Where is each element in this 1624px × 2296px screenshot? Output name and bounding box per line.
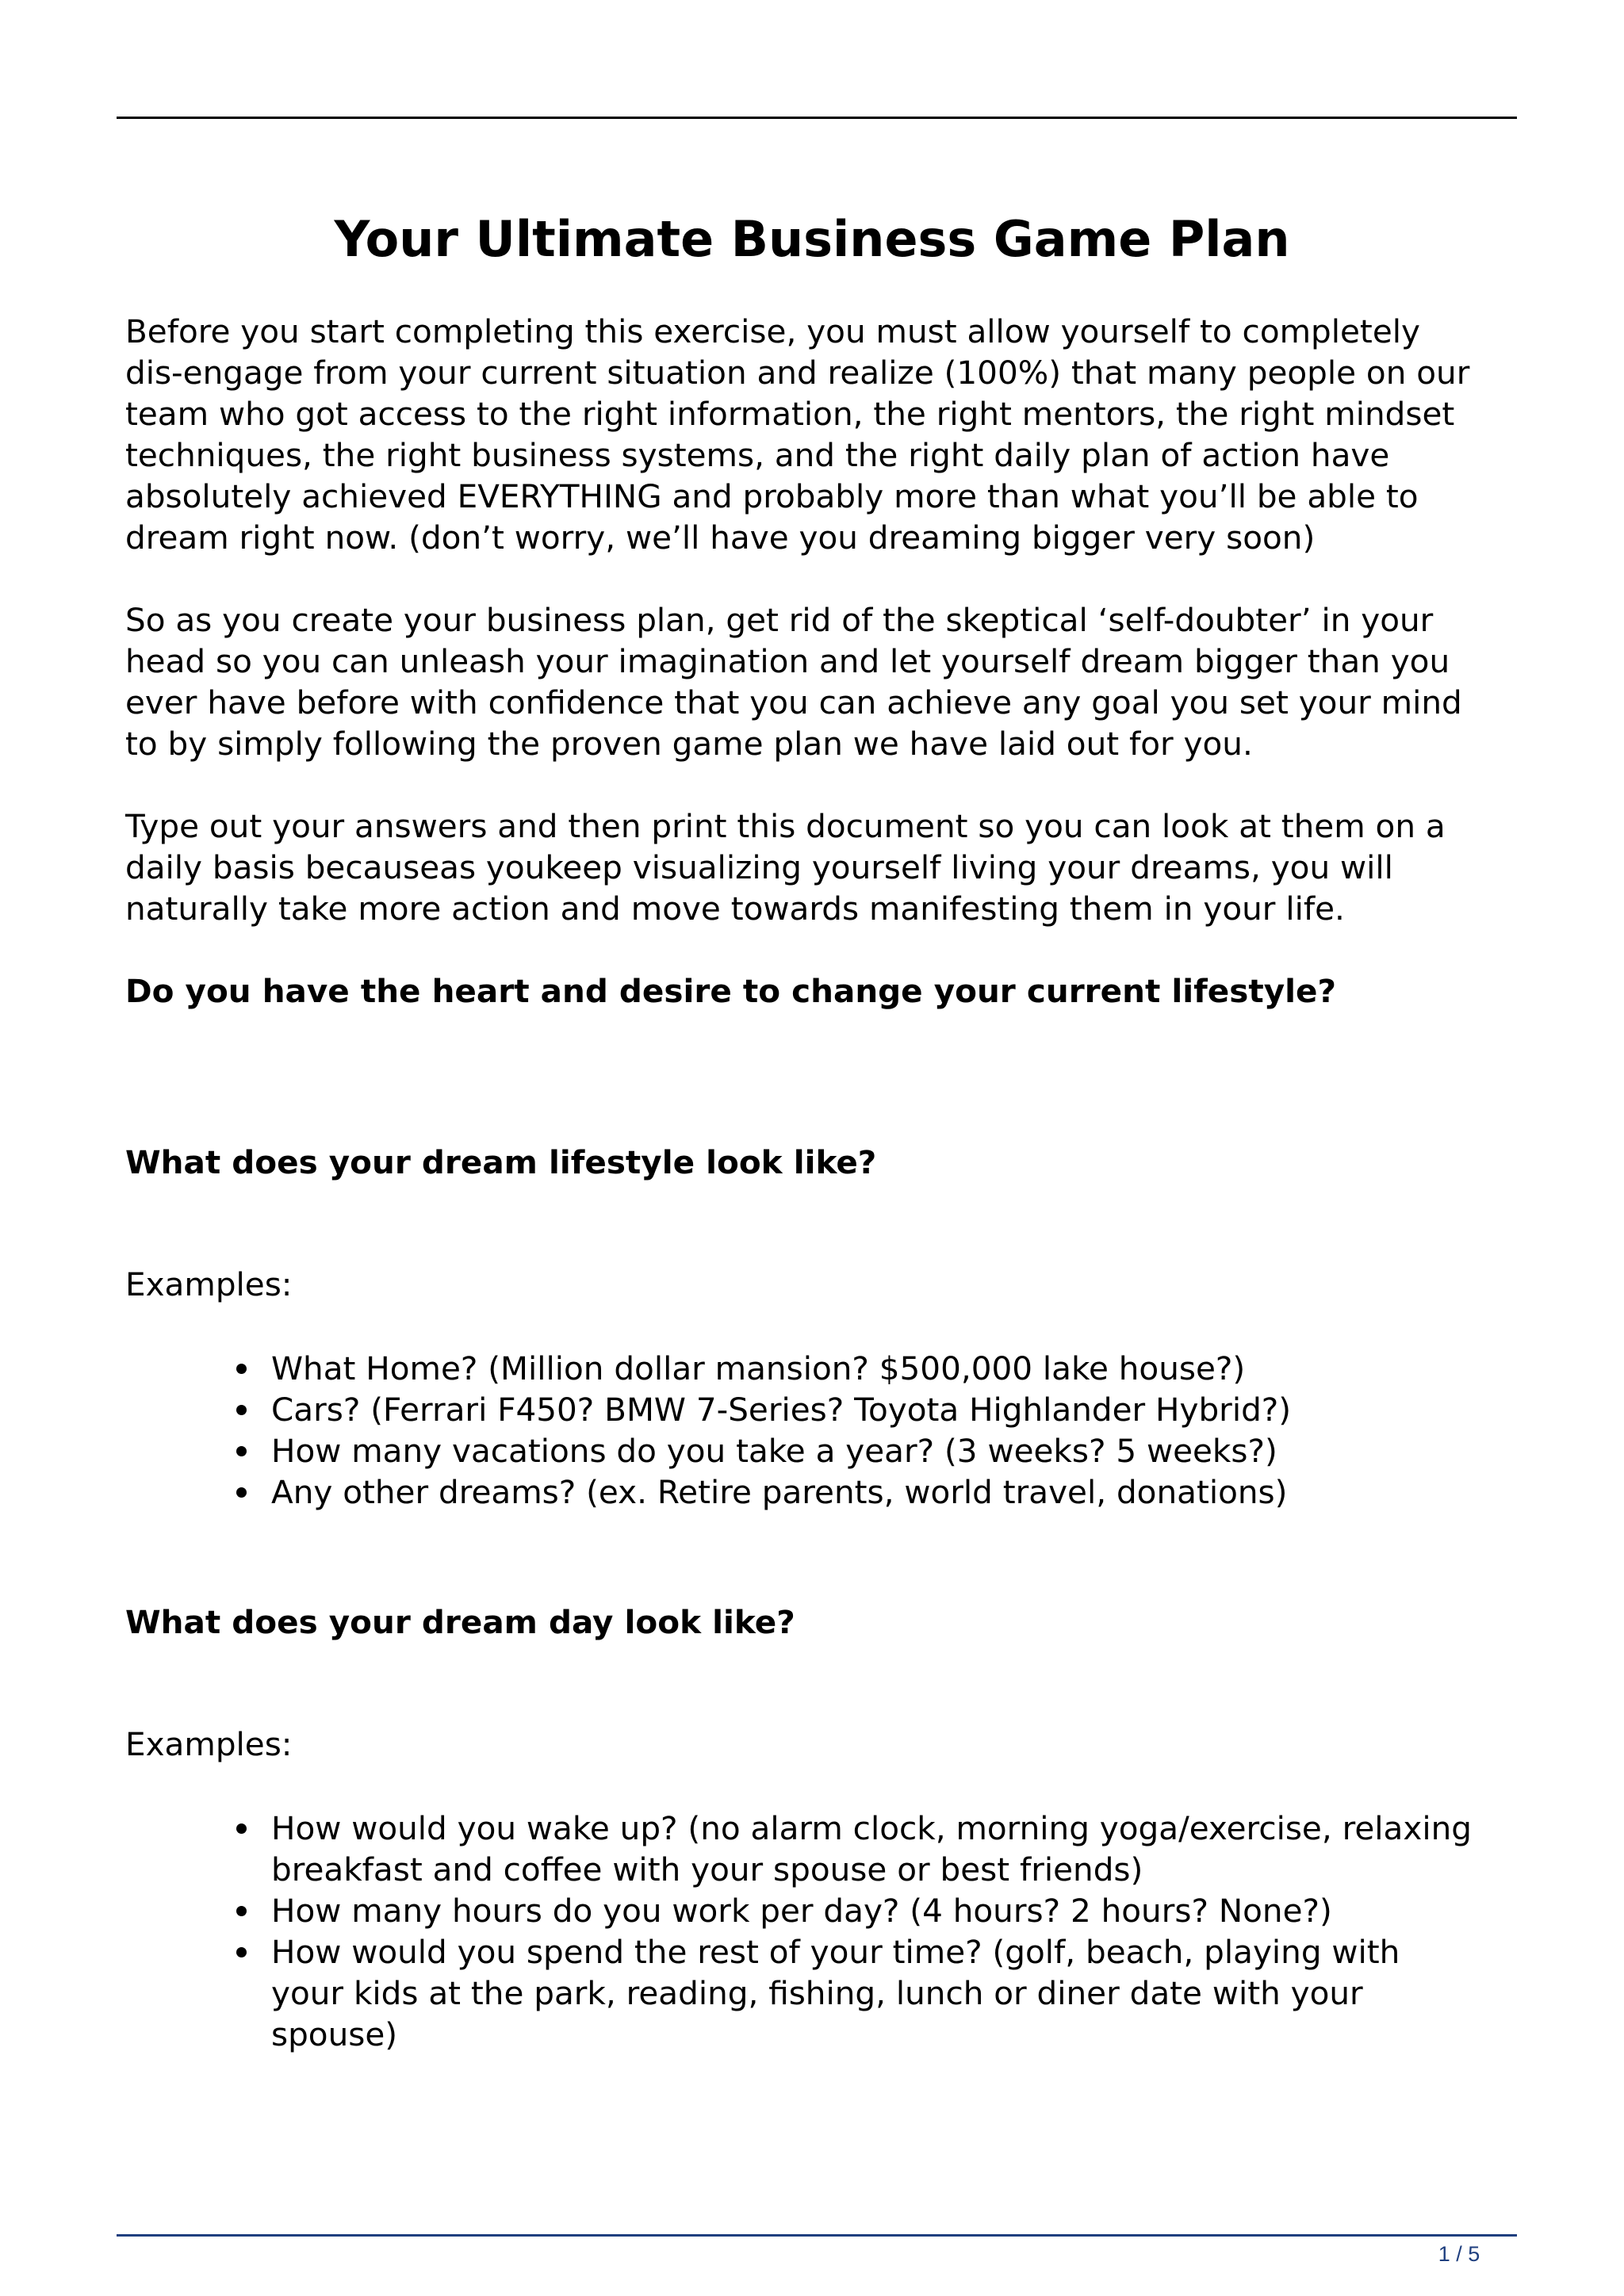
paragraph-line: techniques, the right business systems, and the right daily plan of action have — [125, 436, 1390, 474]
list-item — [230, 1931, 1472, 2055]
examples-label: Examples: — [125, 1725, 293, 1763]
bullet-icon — [236, 1364, 247, 1374]
bullet-icon — [236, 1823, 247, 1834]
paragraph-line: ever have before with confidence that you can achieve any goal you set your mind — [125, 683, 1462, 721]
paragraph-line: So as you create your business plan, get rid of the skeptical ‘self-doubter’ in your — [125, 601, 1434, 639]
bullet-icon — [236, 1405, 247, 1415]
list-item — [230, 1389, 1291, 1430]
header-divider — [117, 117, 1517, 119]
paragraph-line: head so you can unleash your imagination and let yourself dream bigger than you — [125, 642, 1450, 680]
list-item-text: How many vacations do you take a year? (3 weeks? 5 weeks?) — [271, 1432, 1277, 1470]
intro-paragraph-2 — [125, 599, 1521, 764]
question-heart-desire: Do you have the heart and desire to change your current lifestyle? — [125, 972, 1336, 1010]
paragraph-line: to by simply following the proven game plan we have laid out for you. — [125, 725, 1253, 763]
list-item — [230, 1471, 1291, 1513]
bullet-icon — [236, 1906, 247, 1916]
list-item — [230, 1348, 1291, 1389]
list-item-text: What Home? (Million dollar mansion? $500,000 lake house?) — [271, 1349, 1246, 1387]
paragraph-line: team who got access to the right information, the right mentors, the right mindset — [125, 395, 1455, 433]
examples-label: Examples: — [125, 1265, 293, 1303]
bullet-icon — [236, 1446, 247, 1456]
intro-paragraph-3 — [125, 806, 1521, 929]
list-item-text: Cars? (Ferrari F450? BMW 7-Series? Toyota Highlander Hybrid?) — [271, 1391, 1292, 1429]
paragraph-line: Type out your answers and then print this document so you can look at them on a — [125, 807, 1446, 845]
bullet-icon — [236, 1487, 247, 1498]
intro-paragraph-1 — [125, 311, 1521, 558]
lifestyle-examples-list — [230, 1348, 1291, 1513]
question-dream-day: What does your dream day look like? — [125, 1603, 795, 1641]
paragraph-line: Before you start completing this exercise, you must allow yourself to completely — [125, 312, 1420, 350]
page-number: 1 / 5 — [1438, 2242, 1480, 2266]
list-item — [230, 1808, 1472, 1890]
list-item-text: How many hours do you work per day? (4 hours? 2 hours? None?) — [271, 1892, 1332, 1930]
list-item-text: breakfast and coffee with your spouse or best friends) — [271, 1850, 1143, 1888]
list-item — [230, 1890, 1472, 1931]
list-item-text: your kids at the park, reading, fishing, lunch or diner date with your — [271, 1974, 1363, 2012]
question-dream-lifestyle: What does your dream lifestyle look like? — [125, 1143, 877, 1181]
paragraph-line: dis-engage from your current situation and realize (100%) that many people on our — [125, 354, 1470, 392]
list-item-text: How would you wake up? (no alarm clock, morning yoga/exercise, relaxing — [271, 1809, 1472, 1847]
day-examples-list — [230, 1808, 1472, 2055]
list-item-text: Any other dreams? (ex. Retire parents, world travel, donations) — [271, 1473, 1288, 1511]
paragraph-line: naturally take more action and move towards manifesting them in your life. — [125, 890, 1345, 928]
document-title: Your Ultimate Business Game Plan — [334, 210, 1290, 268]
bullet-icon — [236, 1947, 247, 1957]
list-item-text: How would you spend the rest of your time? (golf, beach, playing with — [271, 1933, 1400, 1971]
paragraph-line: dream right now. (don’t worry, we’ll have you dreaming bigger very soon) — [125, 519, 1316, 557]
footer-divider — [117, 2234, 1517, 2237]
paragraph-line: daily basis becauseas youkeep visualizing yourself living your dreams, you will — [125, 848, 1393, 886]
paragraph-line: absolutely achieved EVERYTHING and probably more than what you’ll be able to — [125, 477, 1419, 515]
list-item-text: spouse) — [271, 2015, 398, 2053]
list-item — [230, 1430, 1291, 1471]
